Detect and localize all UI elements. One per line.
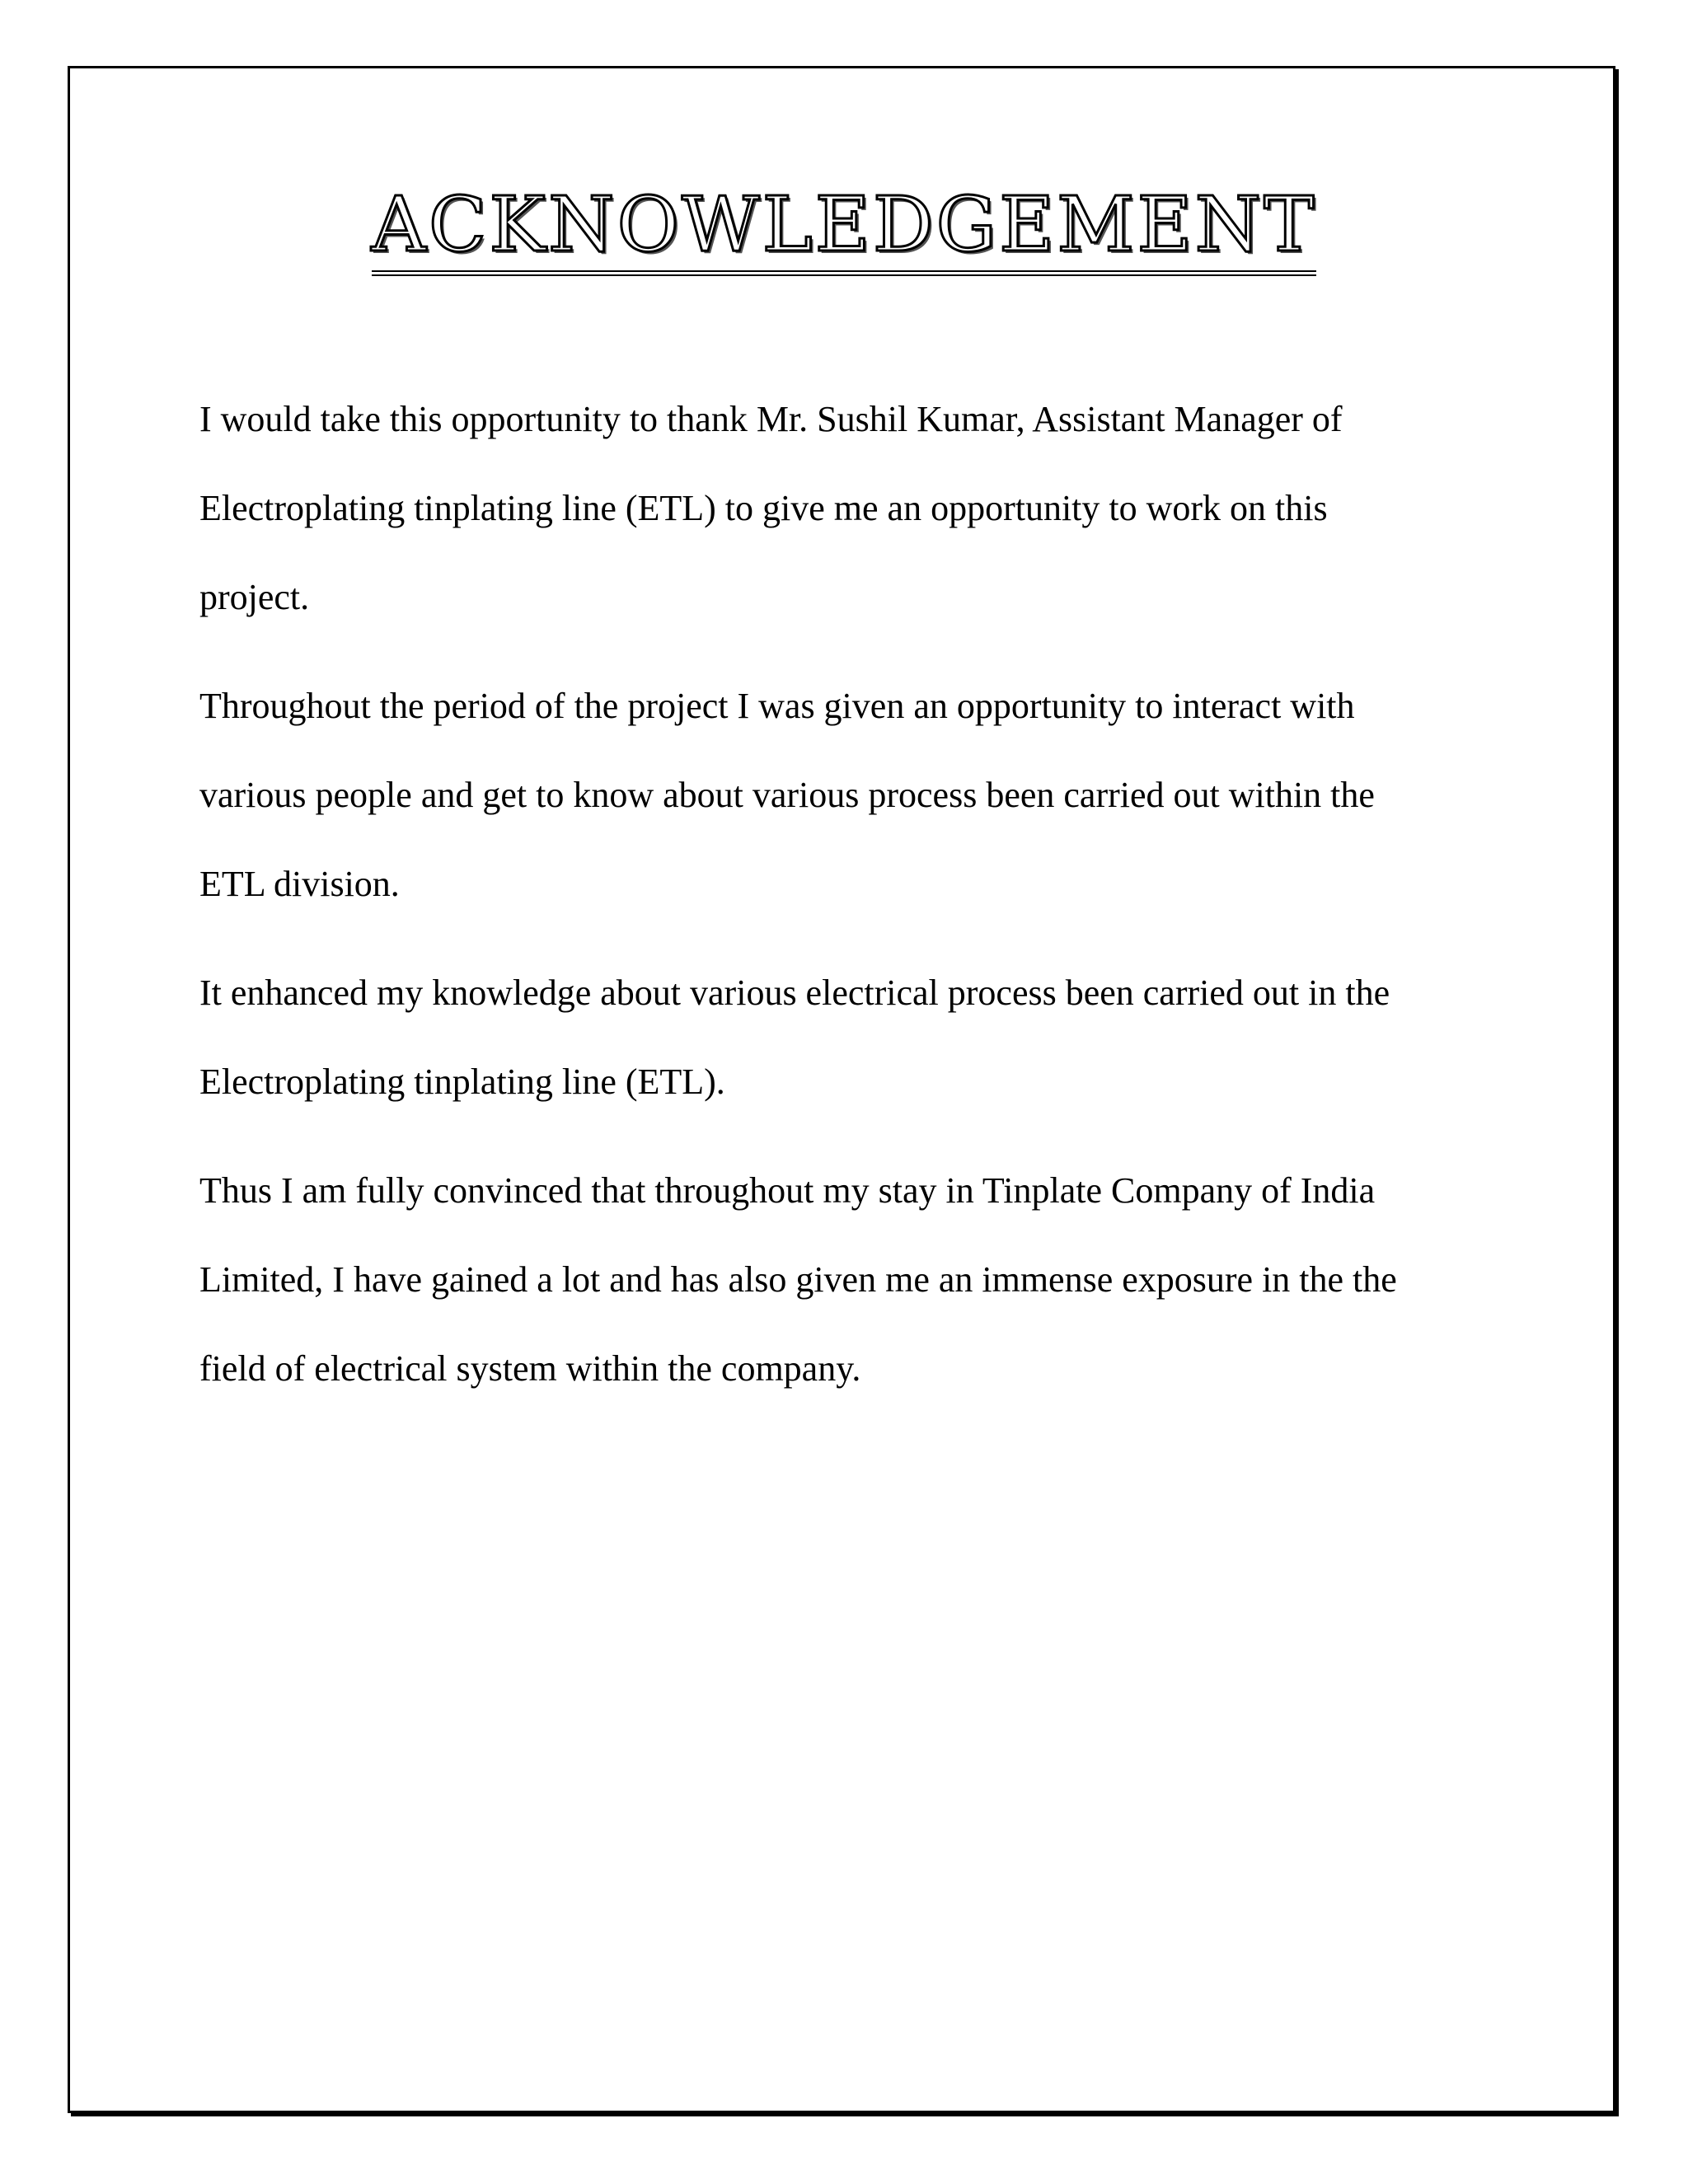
title-container [0,180,1688,276]
paragraph-interaction: Throughout the period of the project I was given an opportunity to interact with various people and get to know about various process been carried out within the ETL division. [199,686,1375,904]
page-title: ACKNOWLEDGEMENT [372,185,1317,276]
paragraph-conclusion: Thus I am fully convinced that throughout my stay in Tinplate Company of India Limited, I have gained a lot and has also given me an immense exposure in the the field of electrical system within the company. [199,1170,1397,1389]
paragraph-knowledge: It enhanced my knowledge about various electrical process been carried out in the Electroplating tinplating line (ETL). [199,972,1390,1102]
paragraph-thanks: I would take this opportunity to thank Mr. Sushil Kumar, Assistant Manager of Electroplating tinplating line (ETL) to give me an opportunity to work on this project. [199,399,1343,617]
body-text [199,375,1518,1433]
